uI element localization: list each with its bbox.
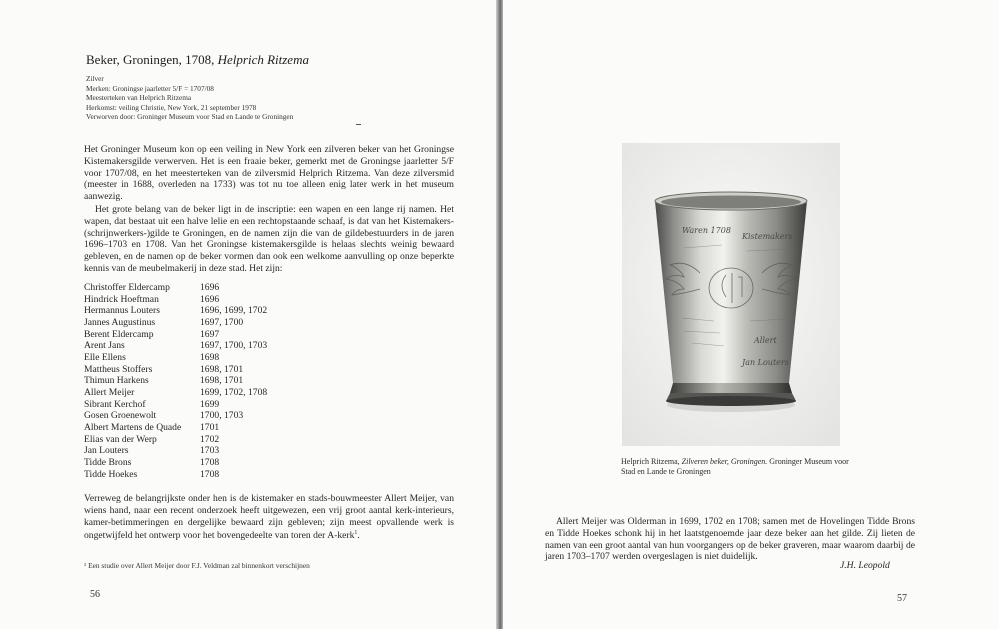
paragraph-2-text: Het grote belang van de beker ligt in de inscriptie: een wapen en een lange rij namen. Het wapen, dat bestaat uit een halve lelie en een rechtopstaande schaaf, is dat van het Kistemakers-(schrijnwerkers-)gilde te Groningen, en de namen zijn die van de gildebestuurders in de jaren 1696–1703 en 1708. Van het Groningse kistemakersgilde is helaas slechts weinig bewaard gebleven, en de namen op de beker vormen dan ook een welkome aanvulling op onze beperkte kennis van de meubelmakerij in deze stad. Het zijn: xyxy=(84,204,454,274)
inscription-line-1: Waren 1708 xyxy=(682,226,731,235)
caption-title: Zilveren beker, Groningen. xyxy=(681,457,768,466)
inscription-line-2: Kistemakers xyxy=(742,232,793,241)
meta-line: Meesterteken van Helprich Ritzema xyxy=(86,93,192,102)
author-signature: J.H. Leopold xyxy=(840,560,890,571)
list-item xyxy=(84,282,267,294)
list-item xyxy=(84,329,267,341)
guild-member-name: Elias van der Werp xyxy=(84,433,157,445)
right-paragraph xyxy=(545,516,915,563)
object-metadata xyxy=(86,74,293,122)
list-item xyxy=(84,422,267,434)
list-item xyxy=(84,375,267,387)
guild-member-name: Arent Jans xyxy=(84,340,125,352)
guild-member-years: 1699 xyxy=(200,398,220,410)
guild-member-years: 1696 xyxy=(200,293,220,305)
guild-member-name: Mattheus Stoffers xyxy=(84,363,153,375)
list-item xyxy=(84,340,267,352)
guild-member-name: Hermannus Louters xyxy=(84,305,160,317)
list-item xyxy=(84,387,267,399)
article-title xyxy=(86,52,309,68)
paragraph-1-text: Het Groninger Museum kon op een veiling in New York een zilveren beker van het Groningse Kistemakersgilde verwerven. Het is een fraaie beker, gemerkt met de Groningse jaarletter 5/F voor 1707/08, en het meesterteken van de zilversmid Helprich Ritzema. Van deze zilversmid (meester in 1688, overleden na 1733) was tot nu toe alleen enig later werk in het museum aanwezig. xyxy=(84,144,454,203)
guild-member-years: 1701 xyxy=(200,421,220,433)
inscription-line-3: Allert xyxy=(754,336,777,345)
guild-member-years: 1699, 1702, 1708 xyxy=(200,386,268,398)
guild-member-years: 1696, 1699, 1702 xyxy=(200,305,268,317)
meta-line: Herkomst: veiling Christie, New York, 21 september 1978 xyxy=(86,102,257,112)
list-item xyxy=(84,305,267,317)
caption-maker: Helprich Ritzema, xyxy=(621,457,680,466)
footnote-reference: 1 xyxy=(354,530,358,537)
separator-mark xyxy=(356,124,361,125)
guild-member-name: Tidde Brons xyxy=(84,456,132,468)
list-item xyxy=(84,399,267,411)
footnote: ¹ Een studie over Allert Meijer door F.J. Veldman zal binnenkort verschijnen xyxy=(84,561,310,570)
list-item xyxy=(84,352,267,364)
guild-member-name: Thimun Harkens xyxy=(84,375,149,387)
guild-member-years: 1700, 1703 xyxy=(200,410,244,422)
guild-member-name: Hindrick Hoeftman xyxy=(84,293,159,305)
right-paragraph-text: Allert Meijer was Olderman in 1699, 1702 en 1708; samen met de Hovelingen Tidde Brons en Tidde Hoekes schonk hij in het laatstgenoemde jaar deze beker aan het gilde. Zij lieten de namen van een groot aantal van hun voorgangers op de beker graveren, maar waarom daarbij de jaren 1703–1707 werden overgeslagen is niet duidelijk. xyxy=(545,516,915,563)
guild-member-years: 1702 xyxy=(200,433,220,445)
guild-member-name: Gosen Groenewolt xyxy=(84,410,157,422)
guild-member-name: Sibrant Kerchof xyxy=(84,398,146,410)
list-item xyxy=(84,364,267,376)
paragraph-2 xyxy=(84,204,454,275)
title-text: Beker, Groningen, 1708, xyxy=(86,52,215,67)
guild-member-name: Jan Louters xyxy=(84,445,129,457)
guild-member-years: 1703 xyxy=(200,445,220,457)
paragraph-3-body: Verreweg de belangrijkste onder hen is de kistemaker en stads-bouwmeester Allert Meijer, van wiens hand, naar een recent onderzoek heeft uitgewezen, een vrij groot aantal kerk-interieurs, kamer-betimmeringen en dergelijke bewaard zijn gebleven; zijn meest opvallende werk is ongetwijfeld het ontwerp voor het bovengedeelte van toren der A-kerk xyxy=(84,493,454,542)
paragraph-3 xyxy=(84,493,454,542)
list-item xyxy=(84,434,267,446)
guild-member-name: Christoffer Eldercamp xyxy=(84,282,170,293)
guild-member-name: Berent Eldercamp xyxy=(84,328,154,340)
list-item xyxy=(84,410,267,422)
page-number-left: 56 xyxy=(90,589,100,600)
guild-member-years: 1697, 1700 xyxy=(200,316,244,328)
guild-member-name: Albert Martens de Quade xyxy=(84,421,182,433)
guild-member-years: 1696 xyxy=(200,282,220,293)
list-item xyxy=(84,317,267,329)
list-item xyxy=(84,469,267,481)
guild-member-name: Allert Meijer xyxy=(84,386,135,398)
photo-caption xyxy=(621,457,861,477)
inscription-line-4: Jan Louters xyxy=(742,358,789,367)
left-page xyxy=(0,0,497,629)
list-item xyxy=(84,457,267,469)
paragraph-3-text: Verreweg de belangrijkste onder hen is de kistemaker en stads-bouwmeester Allert Meijer, van wiens hand, naar een recent onderzoek heeft uitgewezen, een vrij groot aantal kerk-interieurs, kamer-betimmeringen en dergelijke bewaard zijn gebleven; zijn meest opvallende werk is ongetwijfeld het ontwerp voor het bovengedeelte van toren der A-kerk$^1$. xyxy=(84,493,454,542)
guild-member-years: 1698, 1701 xyxy=(200,375,244,387)
guild-member-years: 1708 xyxy=(200,468,220,480)
meta-line: Merken: Groningse jaarletter 5/F = 1707/08 xyxy=(86,83,214,93)
guild-member-name: Jannes Augustinus xyxy=(84,316,156,328)
list-item xyxy=(84,445,267,457)
guild-member-name: Elle Ellens xyxy=(84,351,126,363)
guild-member-name: Tidde Hoekes xyxy=(84,468,138,480)
list-item xyxy=(84,294,267,306)
guild-names-list xyxy=(84,282,267,480)
meta-line: Zilver xyxy=(86,74,104,83)
meta-line: Verworven door: Groninger Museum voor Stad en Lande te Groningen xyxy=(86,112,294,121)
caption-rest: Groninger Museum voor Stad en Lande te Groningen xyxy=(621,457,849,476)
guild-member-years: 1698, 1701 xyxy=(200,363,244,375)
page-number-right: 57 xyxy=(897,593,907,604)
guild-member-years: 1697, 1700, 1703 xyxy=(200,340,268,352)
beaker-photograph xyxy=(622,143,840,446)
title-maker: Helprich Ritzema xyxy=(217,52,309,67)
silver-beaker-image xyxy=(622,143,840,446)
paragraph-1 xyxy=(84,144,454,203)
guild-member-years: 1698 xyxy=(200,351,220,363)
guild-member-years: 1708 xyxy=(200,456,220,468)
guild-member-years: 1697 xyxy=(200,328,220,340)
